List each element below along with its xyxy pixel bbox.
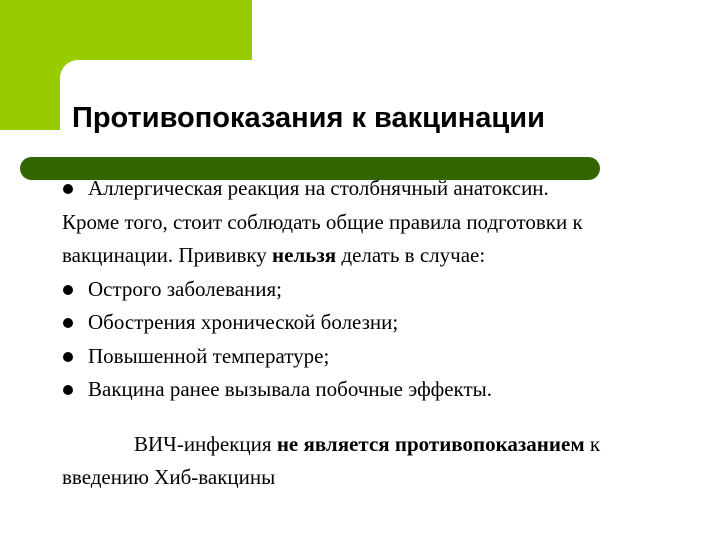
bullet-icon: [63, 184, 73, 194]
bullet-icon: [63, 318, 73, 328]
note-emphasis-text: не является противопоказанием: [276, 431, 585, 456]
list-item: [62, 273, 702, 307]
slide-body: [62, 172, 702, 495]
list-item: [62, 340, 702, 374]
paragraph-text: вакцинации. Прививку: [62, 243, 273, 267]
list-item-text: Повышенной температуре;: [88, 343, 330, 368]
list-item-text: Острого заболевания;: [88, 276, 283, 301]
paragraph-text: делать в случае:: [336, 243, 486, 267]
bullet-icon: [63, 352, 73, 362]
note-line: [62, 428, 702, 462]
emphasis-text: нельзя: [272, 243, 337, 267]
list-item-text: Аллергическая реакция на столбнячный анатоксин.: [88, 176, 549, 200]
paragraph-line: [62, 239, 702, 273]
bullet-icon: [63, 385, 73, 395]
note-line: введению Хиб-вакцины: [62, 465, 276, 489]
list-item: [62, 373, 702, 407]
list-item: [62, 172, 702, 206]
list-item: [62, 306, 702, 340]
paragraph-line: Кроме того, стоит соблюдать общие правила подготовки к: [62, 209, 583, 234]
note-text: ВИЧ-инфекция: [134, 431, 277, 456]
list-item-text: Обострения хронической болезни;: [88, 310, 399, 334]
spacer: [62, 407, 702, 428]
list-item-text: Вакцина ранее вызывала побочные эффекты.: [88, 377, 493, 401]
bullet-icon: [63, 285, 73, 295]
slide-title: Противопоказания к вакцинации: [72, 102, 545, 134]
note-text: к: [584, 431, 601, 456]
